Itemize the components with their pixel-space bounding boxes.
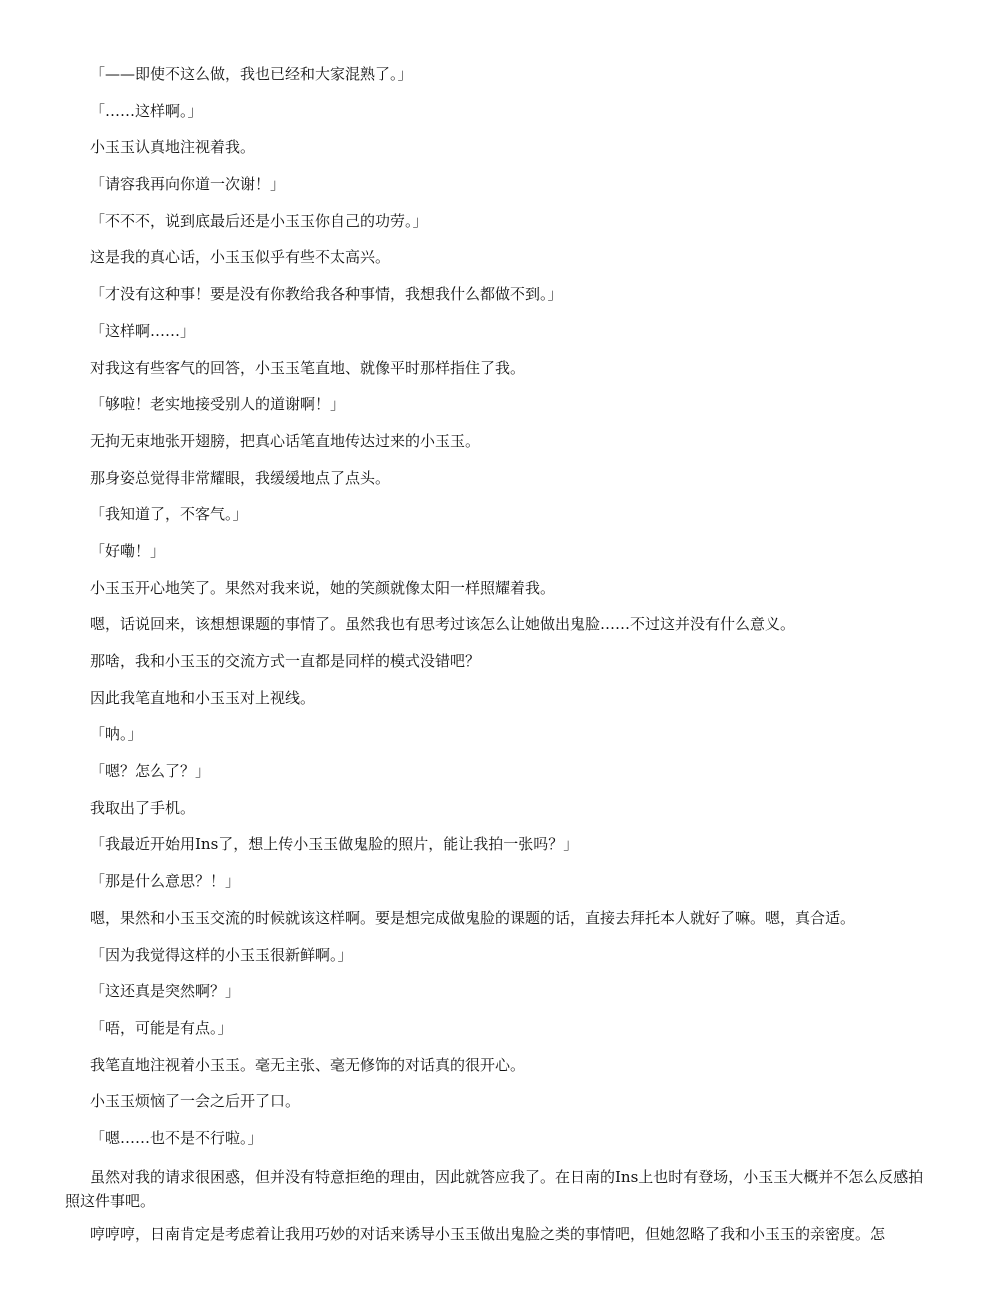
document-body bbox=[0, 64, 1000, 1255]
text-line: 「唔，可能是有点。」 bbox=[90, 1018, 233, 1037]
paragraph: 哼哼哼，日南肯定是考虑着让我用巧妙的对话来诱导小玉玉做出鬼脸之类的事情吧，但她忽略了我和小玉玉的亲密度。怎 bbox=[90, 1224, 886, 1243]
text-line: 「好嘞！」 bbox=[90, 541, 166, 560]
text-line: 「呐。」 bbox=[90, 725, 143, 744]
text-line: 「嗯？怎么了？」 bbox=[90, 762, 211, 781]
text-line: 「我最近开始用Ins了，想上传小玉玉做鬼脸的照片，能让我拍一张吗？」 bbox=[90, 835, 579, 854]
text-line: 「因为我觉得这样的小玉玉很新鲜啊。」 bbox=[90, 945, 353, 964]
text-line: 小玉玉认真地注视着我。 bbox=[90, 138, 256, 157]
text-line: 因此我笔直地和小玉玉对上视线。 bbox=[90, 688, 316, 707]
text-line: 小玉玉开心地笑了。果然对我来说，她的笑颜就像太阳一样照耀着我。 bbox=[90, 578, 556, 597]
paragraph: 虽然对我的请求很困惑，但并没有特意拒绝的理由，因此就答应我了。在日南的Ins上也时有登场，小玉玉大概并不怎么反感拍照这件事吧。 bbox=[65, 1167, 924, 1210]
text-line: 嗯，话说回来，该想想课题的事情了。虽然我也有思考过该怎么让她做出鬼脸……不过这并没有什么意义。 bbox=[90, 615, 796, 634]
text-line: 小玉玉烦恼了一会之后开了口。 bbox=[90, 1092, 301, 1111]
text-line: 无拘无束地张开翅膀，把真心话笔直地传达过来的小玉玉。 bbox=[90, 431, 481, 450]
text-line: 那身姿总觉得非常耀眼，我缓缓地点了点头。 bbox=[90, 468, 391, 487]
text-line: 「那是什么意思？！」 bbox=[90, 872, 241, 891]
text-line: 我笔直地注视着小玉玉。毫无主张、毫无修饰的对话真的很开心。 bbox=[90, 1055, 526, 1074]
text-line: 那啥，我和小玉玉的交流方式一直都是同样的模式没错吧？ bbox=[90, 652, 481, 670]
text-line: 「才没有这种事！要是没有你教给我各种事情，我想我什么都做不到。」 bbox=[90, 285, 563, 304]
text-line: 「这样啊……」 bbox=[90, 321, 196, 340]
text-line: 「嗯……也不是不行啦。」 bbox=[90, 1128, 263, 1147]
text-line: 「我知道了，不客气。」 bbox=[90, 505, 248, 524]
text-line: 「不不不，说到底最后还是小玉玉你自己的功劳。」 bbox=[90, 211, 428, 230]
text-line: 嗯，果然和小玉玉交流的时候就该这样啊。要是想完成做鬼脸的课题的话，直接去拜托本人就好了嘛。嗯，真合适。 bbox=[90, 908, 856, 927]
text-line: 我取出了手机。 bbox=[90, 798, 196, 817]
text-line: 「请容我再向你道一次谢！」 bbox=[90, 175, 286, 194]
text-line: 「……这样啊。」 bbox=[90, 101, 203, 120]
text-line: 这是我的真心话，小玉玉似乎有些不太高兴。 bbox=[90, 248, 391, 267]
text-line: 「这还真是突然啊？」 bbox=[90, 982, 241, 1001]
text-line: 「——即使不这么做，我也已经和大家混熟了。」 bbox=[90, 65, 413, 83]
text-line: 对我这有些客气的回答，小玉玉笔直地、就像平时那样指住了我。 bbox=[90, 358, 526, 377]
text-line: 「够啦！老实地接受别人的道谢啊！」 bbox=[90, 395, 346, 414]
